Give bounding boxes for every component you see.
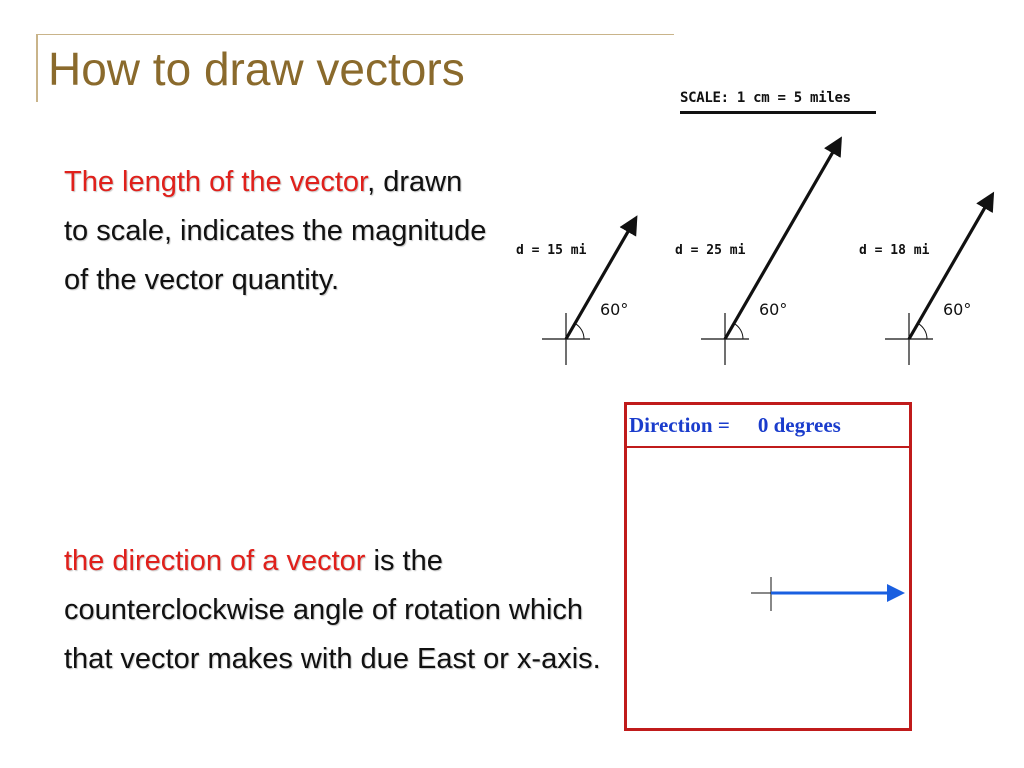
scale-underline xyxy=(680,111,876,114)
direction-header xyxy=(627,405,909,448)
distance-label: d = 15 mi xyxy=(516,243,587,258)
magnitude-text: , drawn to scale, indicates the magnitude of the vector quantity. xyxy=(64,166,487,296)
vector-diagrams xyxy=(500,125,1000,375)
direction-diagram xyxy=(627,450,909,730)
direction-highlight: the direction of a vector xyxy=(64,545,366,577)
angle-arc xyxy=(734,323,743,339)
distance-label: d = 18 mi xyxy=(859,243,930,258)
direction-label: Direction = xyxy=(629,413,730,437)
angle-label: 60° xyxy=(943,300,972,319)
vector-arrow xyxy=(566,221,634,339)
distance-label: d = 25 mi xyxy=(675,243,746,258)
title-rule xyxy=(36,34,674,35)
angle-label: 60° xyxy=(759,300,788,319)
magnitude-paragraph xyxy=(64,158,494,305)
scale-label: SCALE: 1 cm = 5 miles xyxy=(680,90,851,106)
direction-value: 0 degrees xyxy=(757,413,841,437)
angle-arc xyxy=(918,323,927,339)
direction-paragraph xyxy=(64,537,624,684)
direction-panel xyxy=(624,402,912,731)
direction-text: is the counterclockwise angle of rotation which that vector makes with due East or x-axis. xyxy=(64,545,601,675)
magnitude-highlight: The length of the vector xyxy=(64,166,368,198)
title-accent-bar xyxy=(36,34,38,102)
slide-title: How to draw vectors xyxy=(48,43,465,95)
angle-label: 60° xyxy=(600,300,629,319)
angle-arc xyxy=(575,323,584,339)
